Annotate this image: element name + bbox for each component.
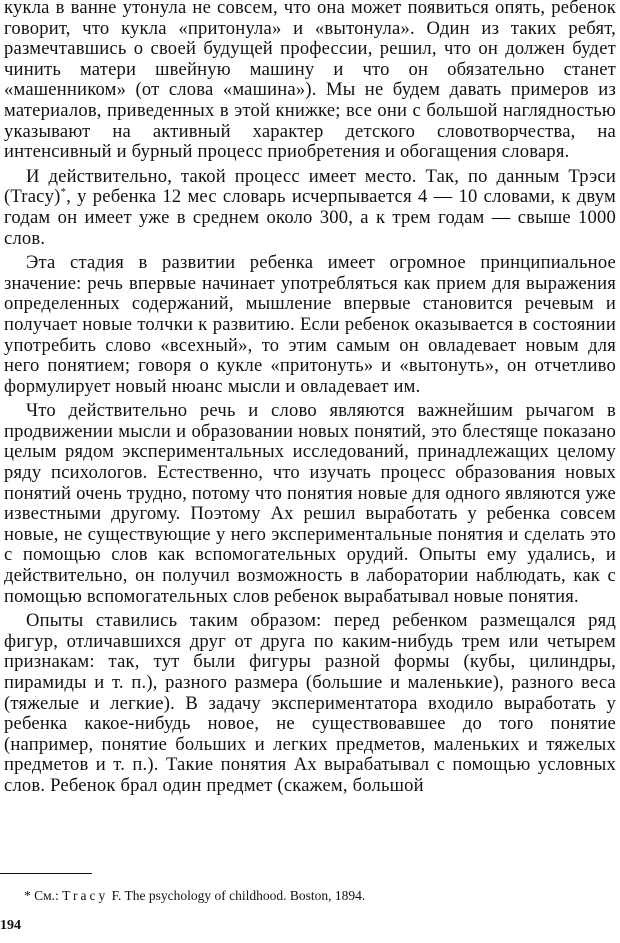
paragraph-2 <box>4 167 616 249</box>
page-number: 194 <box>0 918 21 933</box>
footnote-reference-marker[interactable]: * <box>60 186 67 199</box>
footnote-title: The psychology of childhood. Boston, 1894. <box>124 888 366 903</box>
footnote <box>24 888 604 904</box>
paragraph-3: Эта стадия в развитии ребенка имеет огромное принципиальное значение: речь впервые начинает употребляться как прием для выражения определенных содержаний, мышление впервые становится речевым и получает новые толчки к развитию. Если ребенок оказывается в состоянии употребить слово «всехный», то этим самым он овладевает новым для него понятием; говоря о кукле «притонуть» и «вытонуть», он отчетливо формулирует новый нюанс мысли и овладевает им. <box>4 252 616 397</box>
body-text <box>4 0 616 801</box>
footnote-marker: * <box>24 888 31 903</box>
paragraph-5: Опыты ставились таким образом: перед ребенком размещался ряд фигур, отличавшихся друг от друга по каким-нибудь трем или четырем признакам: так, тут были фигуры разной формы (кубы, цилиндры, пирамиды и т. п.), разного размера (большие и маленькие), разного веса (тяжелые и легкие). В задачу экспериментатора входило выработать у ребенка какое-нибудь новое, не существовавшее до того понятие (например, понятие больших и легких предметов, маленьких и тяжелых предметов и т. п.). Такие понятия Ах вырабатывал с помощью условных слов. Ребенок брал один предмет (скажем, большой <box>4 610 616 796</box>
paragraph-2-text-before: И действительно, такой процесс имеет место. Так, по данным Трэси (Tracy) <box>4 165 616 208</box>
paragraph-1: кукла в ванне утонула не совсем, что она может появиться опять, ребенок говорит, что кукла «притонула» и «вытонула». Один из таких ребят, размечтавшись о своей будущей профессии, решил, что он должен будет чинить матери швейную машину и что он обязательно станет «машенником» (от слова «машина»). Мы не будем давать примеров из материалов, приведенных в этой книжке; все они с большой наглядностью указывают на активный характер детского словотворчества, на интенсивный и бурный процесс приобретения и обогащения словаря. <box>4 0 616 163</box>
paragraph-2-text-after: , у ребенка 12 мес словарь исчерпывается 4 — 10 словами, к двум годам он имеет уже в среднем около 300, а к трем годам — свыше 1000 слов. <box>4 186 616 249</box>
footnote-divider <box>0 873 92 874</box>
footnote-author: Tracy <box>62 888 109 903</box>
paragraph-4: Что действительно речь и слово являются важнейшим рычагом в продвижении мысли и образовании новых понятий, это блестяще показано целым рядом экспериментальных исследований, принадлежащих целому ряду психологов. Естественно, что изучать процесс образования новых понятий очень трудно, потому что понятия новые для одного являются уже известными другому. Поэтому Ах решил выработать у ребенка совсем новые, не существующие у него экспериментальные понятия и сделать это с помощью слов как вспомогательных орудий. Опыты ему удались, и действительно, он получил возможность в лаборатории наблюдать, как с помощью вспомогательных слов ребенок вырабатывал новые понятия. <box>4 400 616 607</box>
footnote-prefix: См.: <box>34 888 59 903</box>
footnote-initial: F. <box>111 888 122 903</box>
